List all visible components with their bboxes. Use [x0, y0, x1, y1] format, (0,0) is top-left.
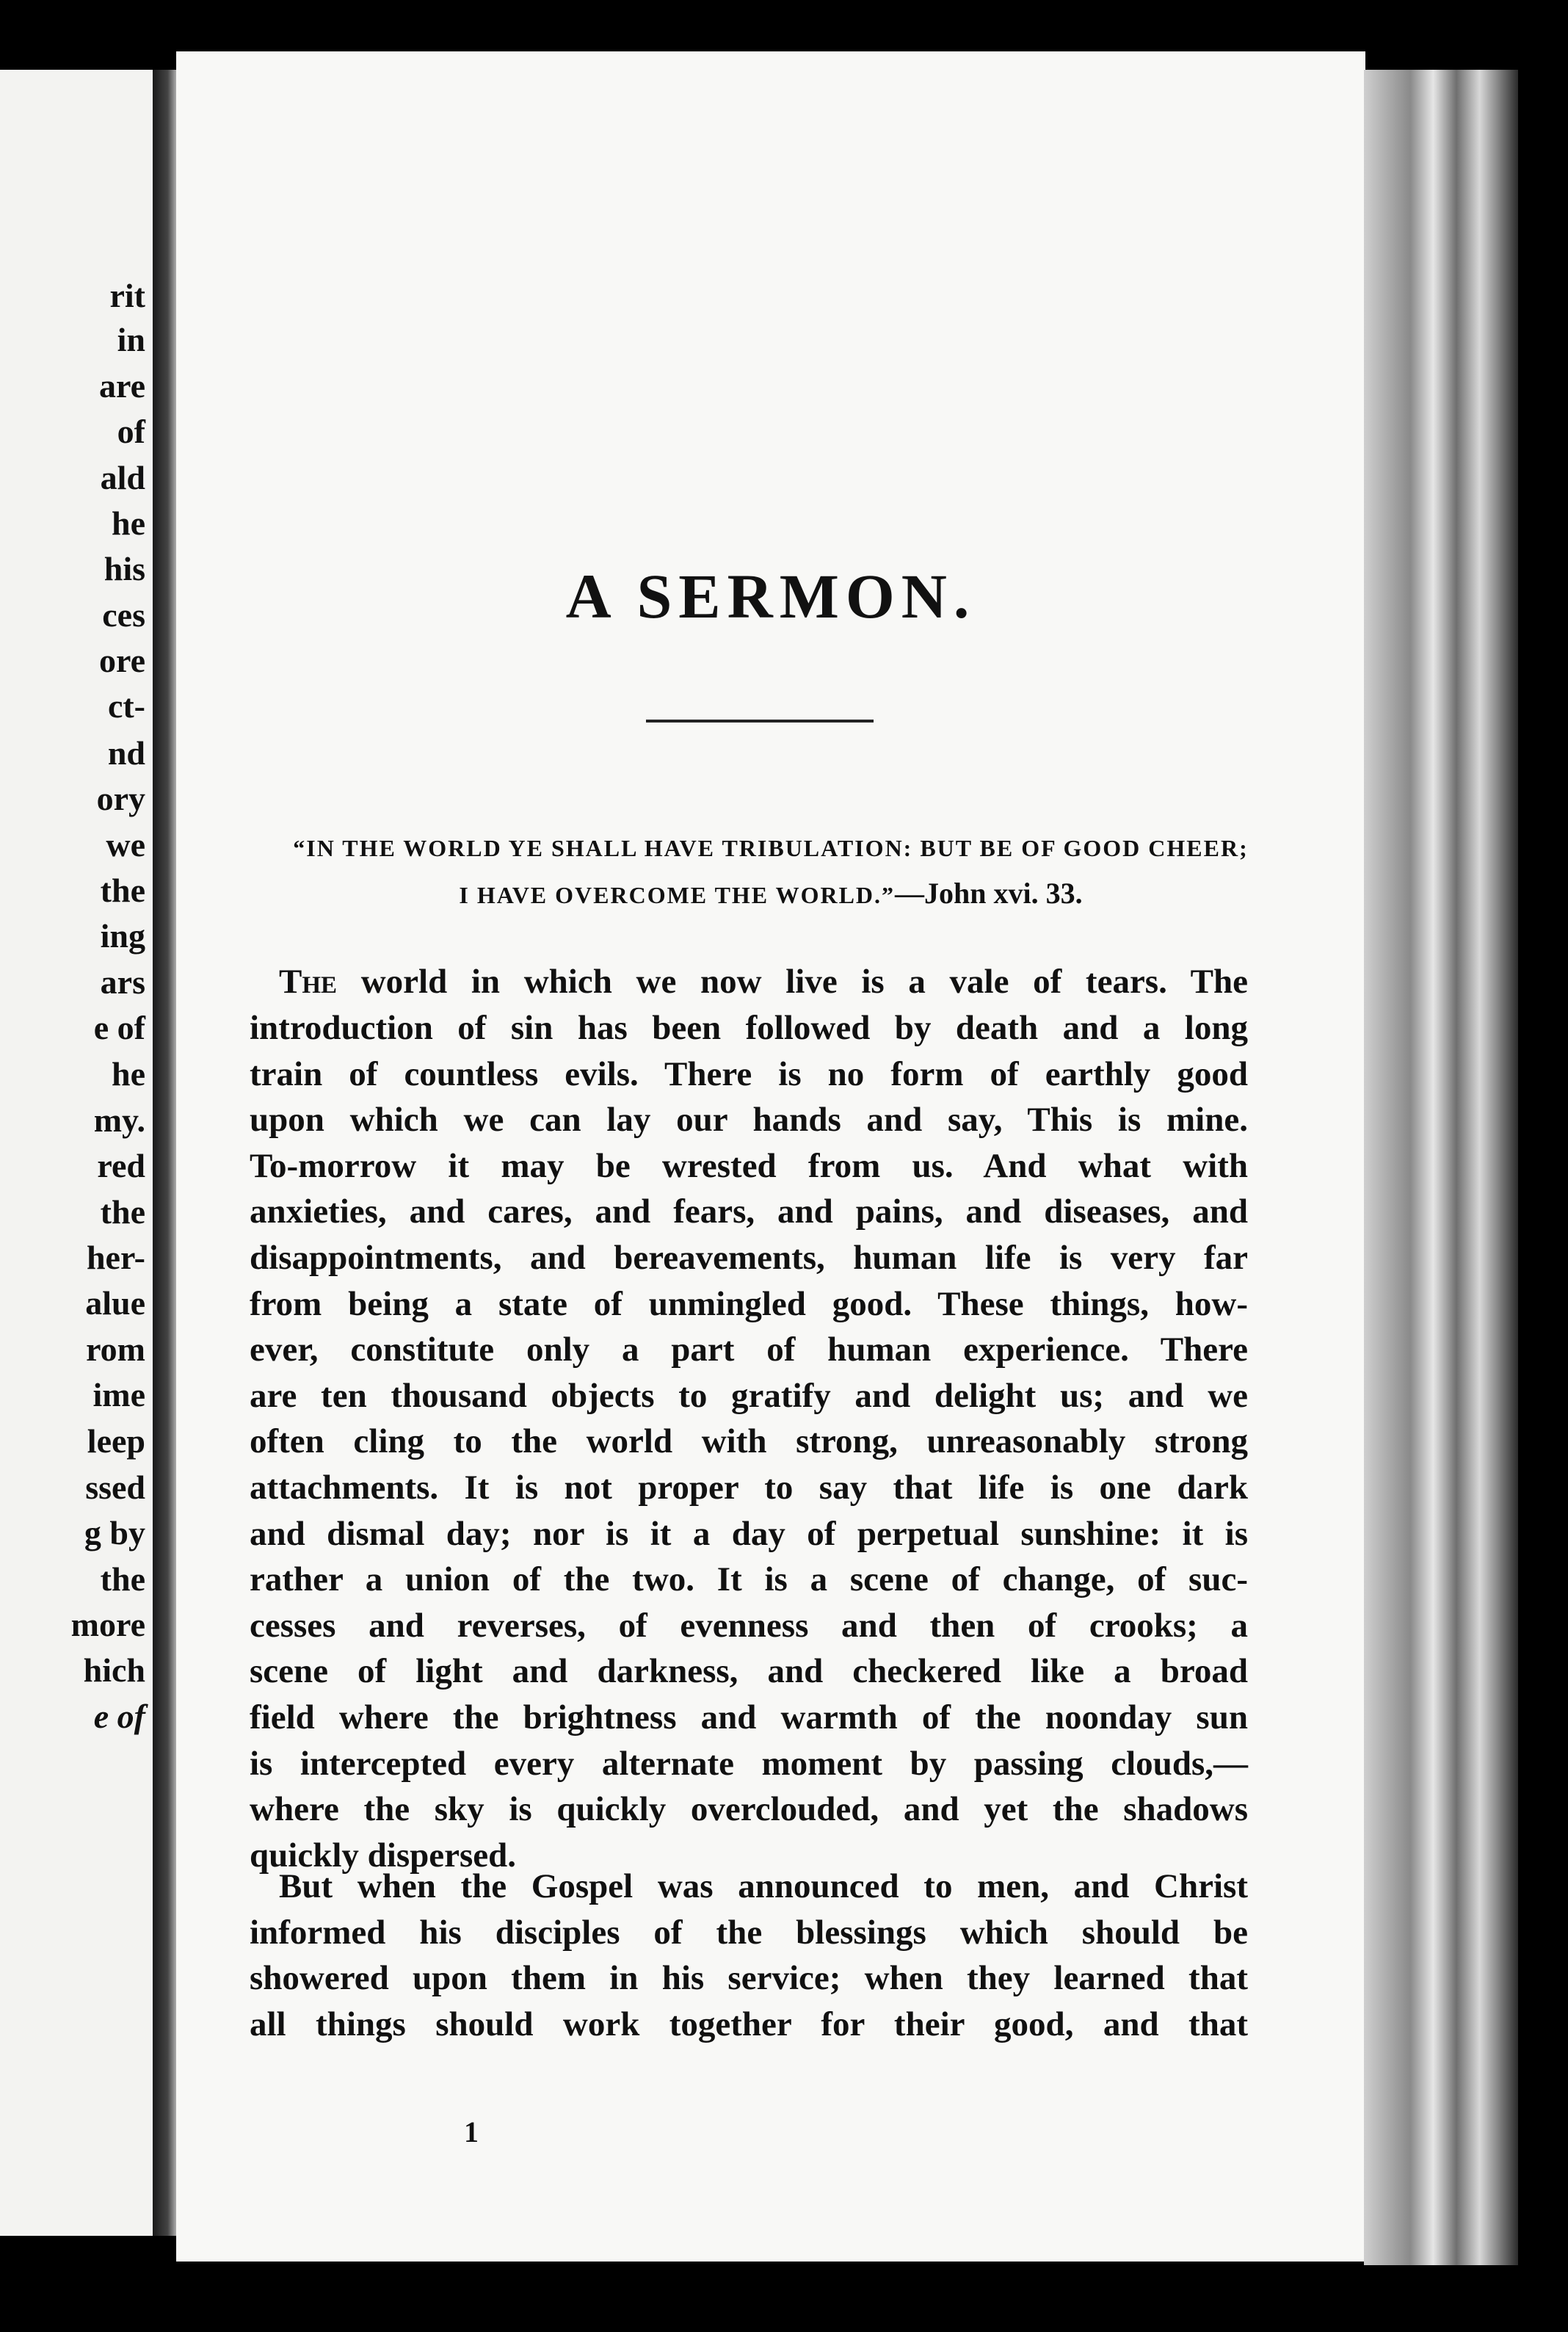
text-line: But when the Gospel was announced to men, and Christ [279, 1867, 1248, 1905]
text-line: showered upon them in his service; when they learned that [250, 1959, 1248, 1997]
text-line: is intercepted every alternate moment by passing clouds,— [250, 1745, 1248, 1783]
left-page-text-fragment: ces [102, 596, 145, 634]
left-page-fragment [0, 70, 153, 2236]
text-line: cesses and reverses, of evenness and then of crooks; a [250, 1607, 1248, 1645]
text-line: upon which we can lay our hands and say, This is mine. [250, 1101, 1248, 1139]
left-page-text-fragment: ime [92, 1376, 145, 1413]
text-line: ever, constitute only a part of human experience. There [250, 1330, 1248, 1369]
left-page-text-fragment: the [100, 1560, 145, 1598]
book-gutter [153, 70, 178, 2236]
left-page-text-fragment: we [106, 826, 145, 863]
text-line: where the sky is quickly overclouded, and yet the shadows [250, 1790, 1248, 1828]
left-page-text-fragment: he [112, 504, 145, 542]
left-page-text-fragment: e of [93, 1698, 145, 1735]
left-page-text-fragment: ssed [85, 1469, 145, 1506]
first-line-rest: world in which we now live is a vale of tears. The [360, 963, 1249, 1001]
left-page-text-fragment: more [70, 1606, 145, 1643]
text-line: are ten thousand objects to gratify and delight us; and we [250, 1377, 1248, 1415]
left-page-text-fragment: her- [86, 1239, 145, 1276]
left-page-text-fragment: his [104, 550, 145, 587]
left-page-text-fragment: e of [93, 1009, 145, 1046]
text-line: introduction of sin has been followed by death and a long [250, 1009, 1248, 1047]
dropword: The [279, 963, 338, 1001]
left-page-text-fragment: red [97, 1147, 145, 1184]
text-line: quickly dispersed. [250, 1836, 517, 1875]
left-page-text-fragment: ore [98, 642, 145, 679]
left-page-text-fragment: are [98, 367, 145, 405]
left-page-text-fragment: ald [100, 459, 145, 496]
left-page-text-fragment: hich [83, 1651, 145, 1689]
left-page-text-fragment: ars [100, 963, 145, 1001]
left-page-text-fragment: my. [93, 1101, 145, 1139]
text-line: scene of light and darkness, and checkered like a broad [250, 1652, 1248, 1690]
text-line: rather a union of the two. It is a scene of change, of suc- [250, 1560, 1248, 1598]
left-page-text-fragment: nd [107, 734, 145, 772]
left-page-text-fragment: g by [84, 1514, 145, 1551]
left-page-text-fragment: the [100, 1193, 145, 1231]
text-line: informed his disciples of the blessings which should be [250, 1913, 1248, 1952]
left-page-text-fragment: rom [86, 1330, 145, 1368]
left-page-text-fragment: rit [109, 277, 145, 314]
text-line: train of countless evils. There is no form of earthly good [250, 1055, 1248, 1093]
left-page-text-fragment: the [100, 872, 145, 909]
left-page-text-fragment: ory [96, 780, 145, 817]
text-line: disappointments, and bereavements, human life is very far [250, 1239, 1248, 1277]
paragraph-1-first-line [279, 962, 1248, 1002]
book-page [176, 51, 1365, 2262]
left-page-text-fragment: ct- [107, 687, 145, 725]
text-line: from being a state of unmingled good. These things, how- [250, 1285, 1248, 1323]
text-line: often cling to the world with strong, unreasonably strong [250, 1422, 1248, 1460]
epigraph-line-2 [176, 876, 1365, 910]
left-page-text-fragment: ing [100, 917, 145, 955]
title-rule [646, 720, 874, 723]
text-line: anxieties, and cares, and fears, and pains, and diseases, and [250, 1192, 1248, 1231]
left-page-text-fragment: alue [85, 1284, 145, 1322]
page-edges [1364, 70, 1518, 2265]
left-page-text-fragment: in [117, 321, 145, 358]
text-line: attachments. It is not proper to say that life is one dark [250, 1469, 1248, 1507]
page-number: 1 [464, 2115, 479, 2148]
text-line: and dismal day; nor is it a day of perpetual sunshine: it is [250, 1515, 1248, 1553]
epigraph-line-1: “IN THE WORLD YE SHALL HAVE TRIBULATION: BUT BE OF GOOD CHEER; [293, 835, 1249, 861]
left-page-text-fragment: he [112, 1055, 145, 1093]
page-title: A SERMON. [565, 561, 976, 631]
text-line: all things should work together for their good, and that [250, 2005, 1248, 2043]
epigraph-line-2-text: I HAVE OVERCOME THE WORLD.” [459, 882, 896, 908]
text-line: field where the brightness and warmth of the noonday sun [250, 1698, 1248, 1737]
left-page-text-fragment: leep [87, 1422, 145, 1460]
text-line: To-morrow it may be wrested from us. And what with [250, 1147, 1248, 1185]
epigraph-citation: —John xvi. 33. [895, 877, 1083, 910]
left-page-text-fragment: of [117, 413, 145, 450]
